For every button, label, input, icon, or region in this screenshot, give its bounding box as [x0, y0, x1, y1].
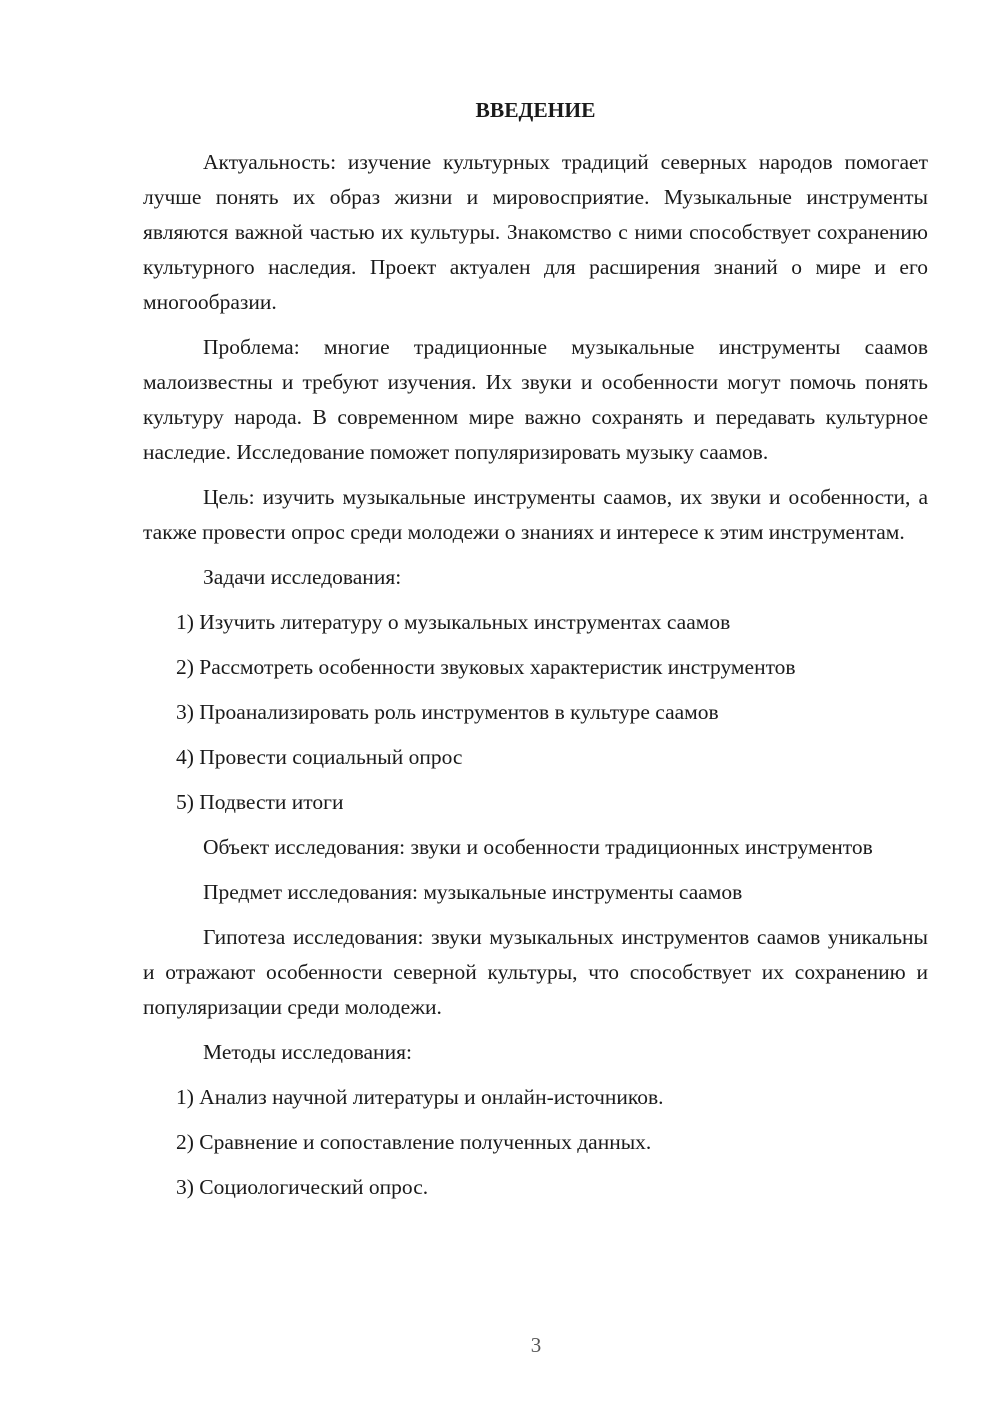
page-number: 3 [530, 1333, 542, 1357]
list-item: 1) Анализ научной литературы и онлайн-источников. [176, 1085, 664, 1109]
list-item: 1) Изучить литературу о музыкальных инструментах саамов [176, 610, 731, 634]
list-item: 2) Сравнение и сопоставление полученных данных. [176, 1130, 652, 1154]
document-page [143, 93, 928, 1215]
tasks-list [143, 605, 928, 820]
list-item: 5) Подвести итоги [176, 790, 344, 814]
page-title: ВВЕДЕНИЕ [475, 98, 596, 122]
relevance-paragraph: Актуальность: изучение культурных традиций северных народов помогает лучше понять их образ жизни и мировосприятие. Музыкальные инструменты являются важной частью их культуры. Знакомство с ними способствует сохранению культурного наследия. Проект актуален для расширения знаний о мире и его многообразии. [143, 150, 928, 314]
methods-list [143, 1080, 928, 1205]
list-item: 3) Проанализировать роль инструментов в культуре саамов [176, 700, 719, 724]
list-item: 4) Провести социальный опрос [176, 745, 463, 769]
list-item: 3) Социологический опрос. [176, 1175, 429, 1199]
subject-paragraph: Предмет исследования: музыкальные инструменты саамов [203, 880, 743, 904]
list-item: 2) Рассмотреть особенности звуковых характеристик инструментов [176, 655, 796, 679]
goal-paragraph: Цель: изучить музыкальные инструменты саамов, их звуки и особенности, а также провести опрос среди молодежи о знаниях и интересе к этим инструментам. [143, 485, 928, 544]
tasks-heading: Задачи исследования: [203, 565, 402, 589]
problem-paragraph: Проблема: многие традиционные музыкальные инструменты саамов малоизвестны и требуют изучения. Их звуки и особенности могут помочь понять культуру народа. В современном мире важно сохранять и передавать культурное наследие. Исследование поможет популяризировать музыку саамов. [143, 335, 928, 464]
hypothesis-paragraph: Гипотеза исследования: звуки музыкальных инструментов саамов уникальны и отражают особенности северной культуры, что способствует их сохранению и популяризации среди молодежи. [143, 925, 928, 1019]
methods-heading: Методы исследования: [203, 1040, 412, 1064]
object-paragraph: Объект исследования: звуки и особенности традиционных инструментов [203, 835, 873, 859]
